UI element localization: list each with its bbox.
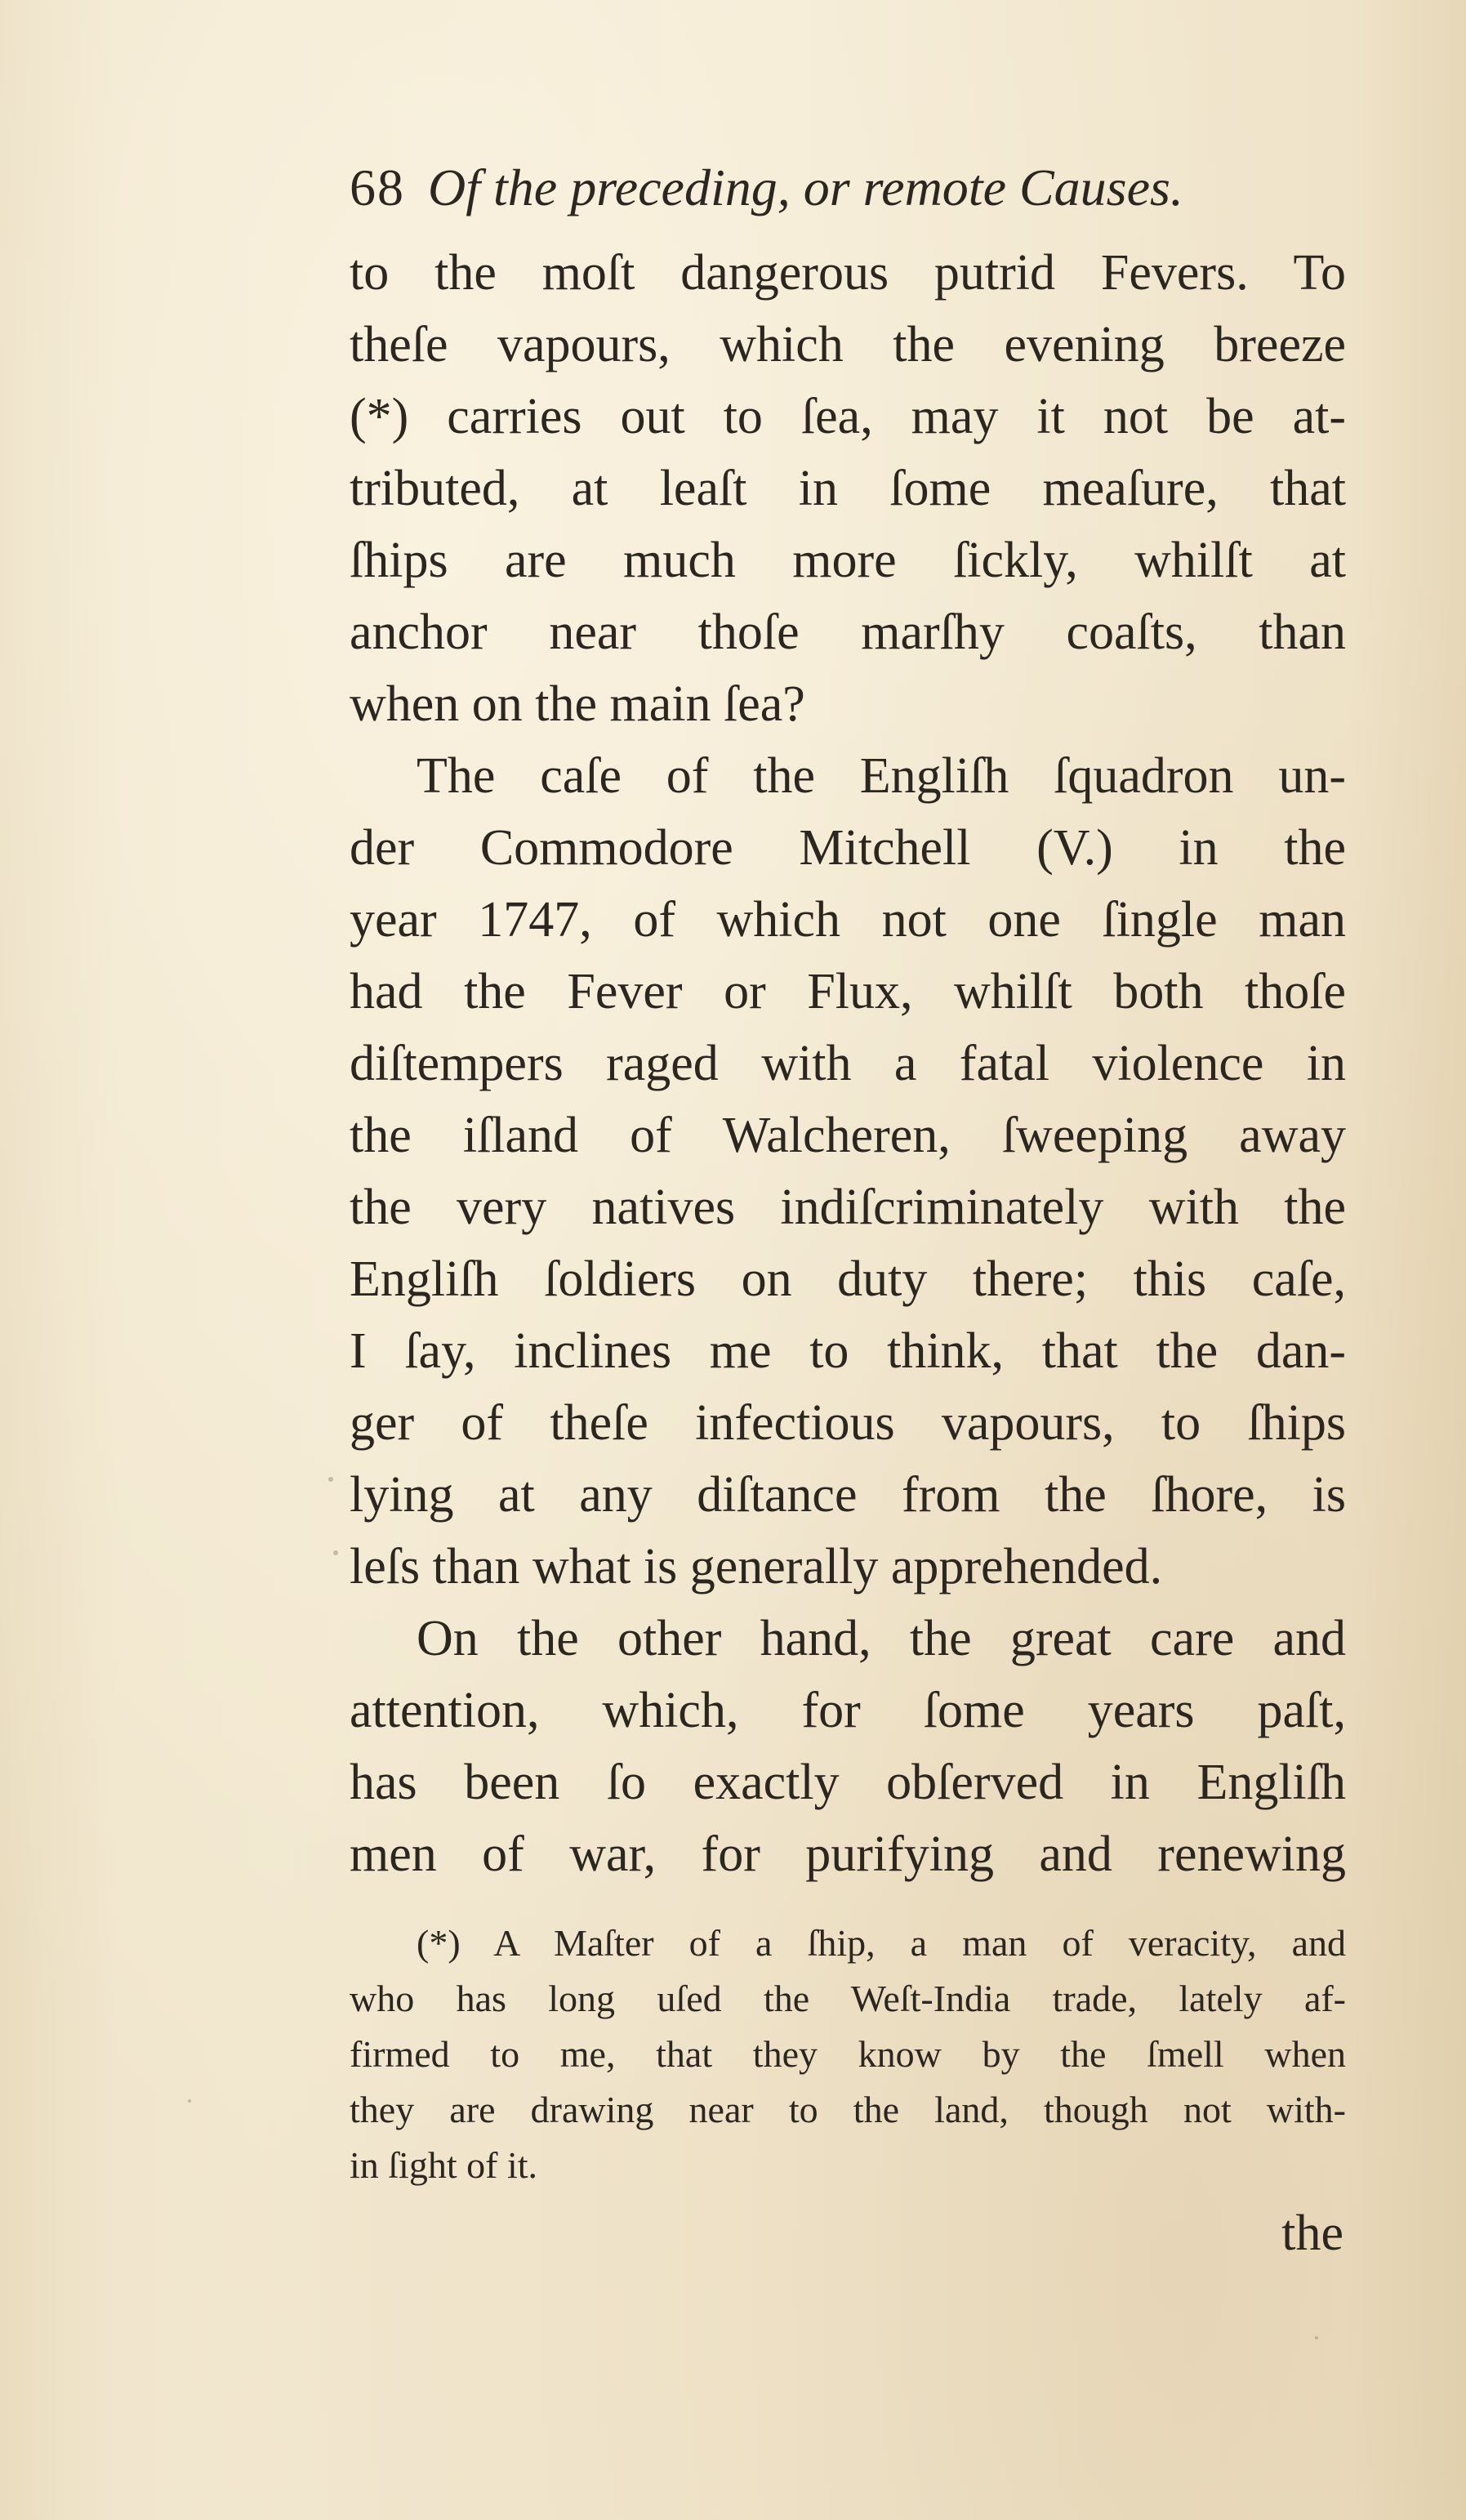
running-title: Of the preceding, or remote Causes. (428, 158, 1183, 216)
footnote-line: they are drawing near to the land, though not with- (350, 2089, 1346, 2130)
footnote-line: who has long uſed the Weſt-India trade, lately af- (350, 1978, 1346, 2019)
text-line: when on the main ſea? (350, 676, 805, 732)
text-line: Engliſh ſoldiers on duty there; this caſe, (350, 1251, 1346, 1307)
text-line: ſhips are much more ſickly, whilſt at (350, 533, 1346, 588)
running-header (350, 155, 1362, 221)
text-line: men of war, for purifying and renewing (350, 1826, 1346, 1882)
text-line: (*) carries out to ſea, may it not be at- (350, 389, 1346, 444)
text-line: lying at any diſtance from the ſhore, is (350, 1467, 1346, 1523)
text-line: attention, which, for ſome years paſt, (350, 1683, 1346, 1738)
page-number: 68 (350, 158, 405, 216)
text-line: the very natives indiſcriminately with the (350, 1180, 1346, 1235)
text-line: ger of theſe infectious vapours, to ſhips (350, 1395, 1346, 1451)
text-line: The caſe of the Engliſh ſquadron un- (417, 748, 1346, 804)
paper-speck (333, 1550, 338, 1555)
footnote (350, 1916, 1346, 2193)
paper-speck (328, 1477, 333, 1482)
paper-speck (1315, 2336, 1318, 2339)
text-line: anchor near thoſe marſhy coaſts, than (350, 604, 1346, 660)
footnote-line: in ſight of it. (350, 2144, 537, 2186)
text-line: the iſland of Walcheren, ſweeping away (350, 1108, 1346, 1163)
text-line: had the Fever or Flux, whilſt both thoſe (350, 964, 1346, 1019)
text-line: year 1747, of which not one ſingle man (350, 892, 1346, 948)
text-line: theſe vapours, which the evening breeze (350, 317, 1346, 372)
footnote-line: (*) A Maſter of a ſhip, a man of veracity, and (417, 1922, 1346, 1964)
paper-speck (188, 2099, 191, 2103)
text-line: to the moſt dangerous putrid Fevers. To (350, 245, 1346, 301)
body-text (350, 237, 1346, 1890)
text-line: diſtempers raged with a fatal violence in (350, 1036, 1346, 1091)
text-line: has been ſo exactly obſerved in Engliſh (350, 1755, 1346, 1810)
footnote-line: firmed to me, that they know by the ſmell when (350, 2033, 1346, 2075)
catchword: the (1281, 2206, 1343, 2261)
text-line: der Commodore Mitchell (V.) in the (350, 820, 1346, 876)
text-line: tributed, at leaſt in ſome meaſure, that (350, 461, 1346, 516)
text-line: leſs than what is generally apprehended. (350, 1539, 1163, 1595)
text-line: On the other hand, the great care and (417, 1611, 1346, 1666)
text-line: I ſay, inclines me to think, that the dan- (350, 1323, 1346, 1379)
